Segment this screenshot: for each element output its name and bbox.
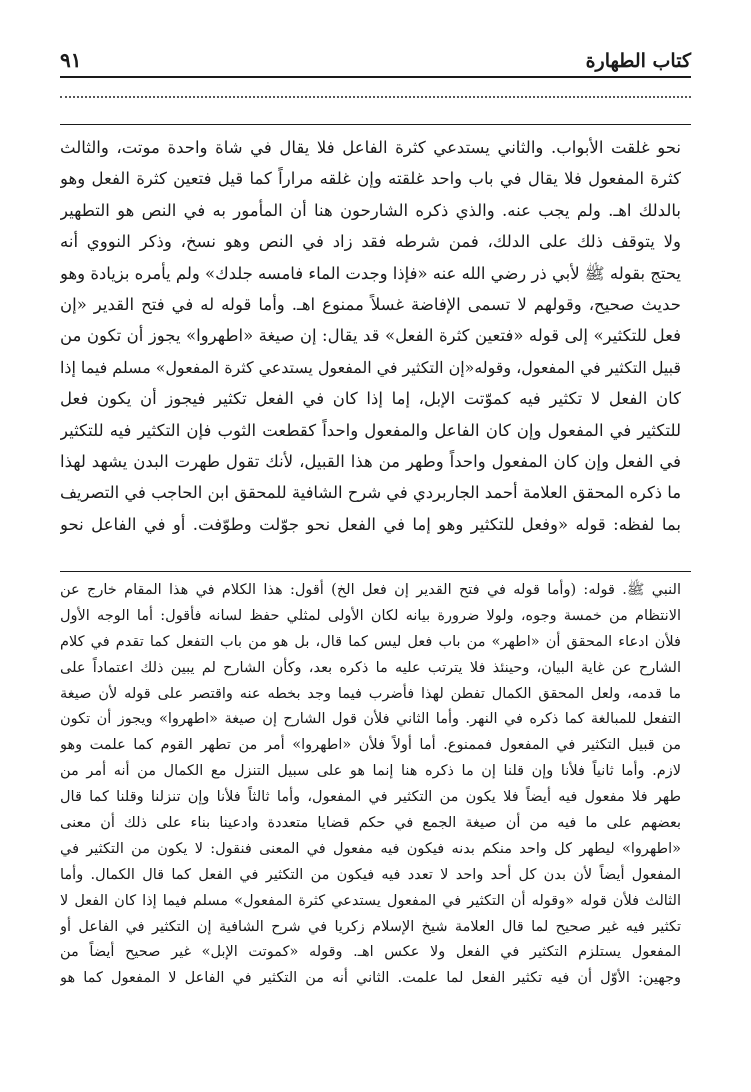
dotted-separator — [60, 96, 691, 98]
text-line: ما ذكره المحقق العلامة أحمد الجاربردي في شرح الشافية للمحقق ابن الحاجب في التصريف — [60, 483, 681, 503]
footnote-line: وجهين: الأوّل أن فيه تكثير الفعل لما علمت. الثاني أنه من التكثير في الفاعل لا المفعول كما هو — [60, 970, 681, 987]
footnote-line: النبي ﷺ. قوله: (وأما قوله في فتح القدير إن فعل الخ) أقول: هذا الكلام في هذا المقام خارج عن — [60, 582, 681, 598]
page-header — [60, 44, 691, 80]
text-line: يحتج بقوله ﷺ لأبي ذر رضي الله عنه «فإذا وجدت الماء فامسه جلدك» ولم يأمره بزيادة وهو — [60, 263, 681, 283]
footnote-separator — [60, 571, 691, 572]
text-line: بما لفظه: قوله «وفعل للتكثير وهو إما في الفعل نحو جوّلت وطوّفت. أو في الفاعل نحو — [60, 514, 681, 534]
text-line: فعل للتكثير» إلى قوله «فتعين كثرة الفعل» قد يقال: إن صيغة «اطهروا» يجوز أن تكون من — [60, 326, 681, 346]
footnote-line: من قبيل التكثير في المفعول فممنوع. أما أولاً فلأن «اطهروا» أمر من تطهر القوم كما علمت وهو — [60, 737, 681, 754]
text-line: قبيل التكثير في المفعول، وقوله«إن التكثير في المفعول يستدعي كثرة المفعول» مسلم فيما إذا — [60, 357, 681, 377]
text-line: كثرة المفعول فلا يقال في باب واحد غلقته وإن غلقه مراراً كما قيل فتعين كثرة الفعل وهو — [60, 169, 681, 189]
footnote-line: الانتظام من خمسة وجوه، ولولا ضرورة بيانه لكان الأولى لمثلي حفظ لسانه فأقول: أما الوجه الأول — [60, 607, 681, 624]
footnote-line: الشارح عن غاية البيان، وحينئذ فلا يترتب عليه ما ذكره بعد، وكأن الشارح لم يبين ذلك اعتماداً على — [60, 659, 681, 676]
footnote-line: فلأن ادعاء المحقق أن «اطهر» من باب فعل ليس كما قال، بل هو من باب التفعل كما تقدم في كلام — [60, 633, 681, 650]
footnote-line: ما قدمه، ولعل المحقق الكمال تفطن لهذا فأضرب فيما وجد بخطه عنه واقتصر على قوله لأن صيغة — [60, 685, 681, 702]
page-number: ٩١ — [60, 48, 82, 72]
footnote-line: التفعل للمبالغة كما ذكره في النهر. وأما الثاني فلأن قول الشارح إن صيغة «اطهروا» ويجوز أن تكون — [60, 711, 681, 728]
header-rule — [60, 76, 691, 78]
text-top-rule — [60, 124, 691, 125]
footnote-line: لازم. وأما ثانياً فلأنا وإن قلنا إن ما ذكره هنا إنما هو على سبيل التنزل مع الكمال من أنه أمر من — [60, 763, 681, 780]
book-title: كتاب الطهارة — [585, 50, 691, 72]
footnote-line: المفعول أيضاً لأن بدن كل أحد واحد لا تعدد فيه فيكون من التكثير في الفعل كما قال الكمال. وأما — [60, 866, 681, 883]
text-line: كان الفعل لا تكثير فيه كموّتت الإبل، إما إذا كان في الفعل تكثير فيجوز أن يكون فعل — [60, 389, 681, 409]
main-text-block — [60, 132, 681, 540]
footnote-line: تكثير فيه غير صحيح لما قال العلامة شيخ الإسلام زكريا في شرح الشافية إن التكثير في الفاعل أو — [60, 918, 681, 935]
text-line: للتكثير في المفعول وإن كان الفاعل والمفعول واحداً كقطعت الثوب فإن التكثير فيه للتكثير — [60, 420, 681, 440]
text-line: ولا يتوقف ذلك على الدلك، فمن شرطه فقد زاد في النص وهو نسخ، وذكر النووي أنه — [60, 232, 681, 252]
footnote-line: «اطهروا» ليطهر كل واحد منكم بدنه فيكون فيه مفعول في المعنى فنقول: لا يكون من التكثير في — [60, 840, 681, 857]
footnote-line: المفعول يستلزم التكثير في الفعل ولا عكس اهـ. وقوله «كموتت الإبل» غير صحيح أيضاً من — [60, 944, 681, 961]
text-line: بالدلك اهـ. ولم يجب عنه. والذي ذكره الشارحون هنا أن المأمور به في النص هو التطهير — [60, 200, 681, 220]
text-line: نحو غلقت الأبواب. والثاني يستدعي كثرة الفاعل فلا يقال في شاة واحدة موتت، والثالث — [60, 138, 681, 157]
text-line: في الفعل وإن كان المفعول واحداً وطهر من هذا القبيل، لأنك تقول طهرت البدن يشهد لهذا — [60, 451, 681, 471]
footnote-line: بعضهم على ما فيه من أن صيغة الجمع في حكم قضايا متعددة وادعينا بناء على ذلك أن معنى — [60, 815, 681, 832]
footnote-text-block — [60, 578, 681, 992]
text-line: حديث صحيح، وقولهم لا تسمى الإفاضة غسلاً ممنوع اهـ. وأما قوله له في فتح القدير «إن — [60, 294, 681, 314]
footnote-line: الثالث فلأن قوله «وقوله أن التكثير في المفعول يستدعي كثرة المفعول» مسلم فيما إذا كان الفعل لا — [60, 892, 681, 909]
footnote-line: طهر فلا مفعول فيه أيضاً فلا يكون من التكثير في المفعول، وأما ثالثاً فلأنا وإن تنزلنا وقلنا كما قال — [60, 789, 681, 806]
